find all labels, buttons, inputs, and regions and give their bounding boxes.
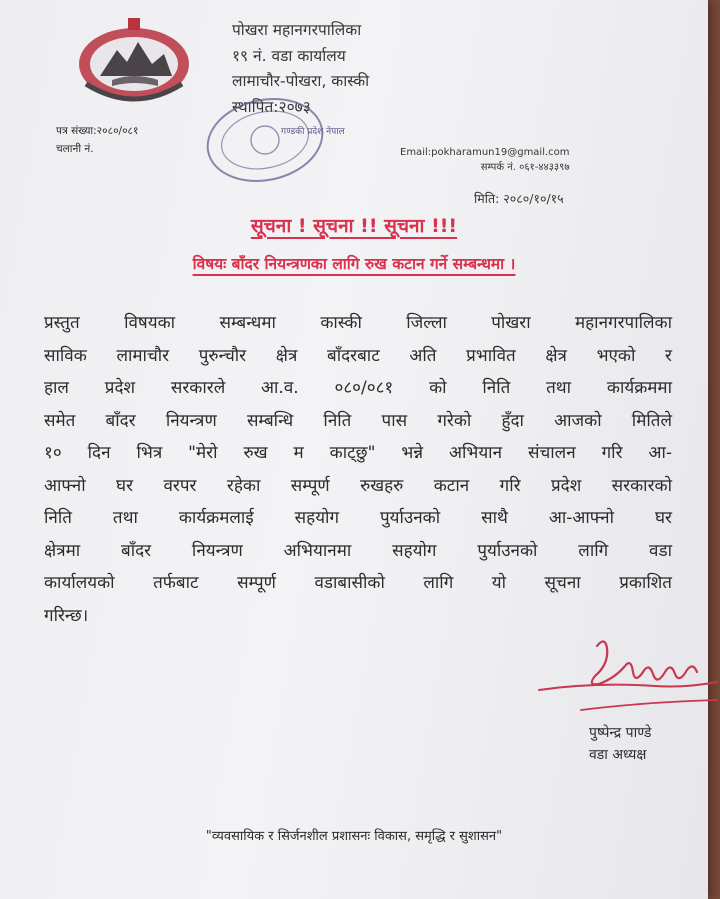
ward-office-name: १९ नं. वडा कार्यालय xyxy=(232,46,346,65)
notice-title-text: सूचना ! सूचना !! सूचना !!! xyxy=(250,215,458,237)
nepal-emblem-logo xyxy=(72,14,196,110)
phone-number: सम्पर्क नं. ०६१-४४३३९७ xyxy=(480,162,570,173)
body-line: हाल प्रदेश सरकारले आ.व. ०८०/०८१ को निति तथा कार्यक्रममा xyxy=(44,378,672,398)
email-address: Email:pokharamun19@gmail.com xyxy=(400,147,570,158)
body-line: प्रस्तुत विषयका सम्बन्धमा कास्की जिल्ला पोखरा महानगरपालिका xyxy=(44,313,672,333)
handwritten-signature xyxy=(535,628,720,720)
notice-body xyxy=(44,307,672,632)
letter-date: मिति: २०८०/१०/१५ xyxy=(474,191,564,206)
contact-block xyxy=(400,145,570,175)
body-line: साविक लामाचौर पुरुन्चौर क्षेत्र बाँदरबाट अति प्रभावित क्षेत्र भएको र xyxy=(44,345,672,366)
body-line: क्षेत्रमा बाँदर नियन्त्रण अभियानमा सहयोग पुर्याउनको लागि वडा xyxy=(44,540,672,561)
office-stamp xyxy=(195,88,345,188)
body-line: निति तथा कार्यक्रमलाई सहयोग पुर्याउनको साथै आ-आफ्नो घर xyxy=(44,508,672,528)
signer-title: वडा अध्यक्ष xyxy=(589,747,647,763)
body-line: १० दिन भित्र "मेरो रुख म काट्छु" भन्ने अभियान संचालन गरि आ- xyxy=(44,443,672,463)
body-line: गरिन्छ। xyxy=(44,605,89,626)
notice-subject xyxy=(0,252,708,274)
reference-number: पत्र संख्या:२०८०/०८१ xyxy=(56,125,139,137)
body-line: कार्यालयको तर्फबाट सम्पूर्ण वडाबासीको लागि यो सूचना प्रकाशित xyxy=(44,573,672,593)
signer-block xyxy=(589,722,651,766)
dispatch-number: चलानी नं. xyxy=(56,143,94,155)
stamp-province-text: गण्डकी प्रदेश नेपाल xyxy=(281,127,345,137)
office-address: लामाचौर-पोखरा, कास्की xyxy=(232,72,370,90)
notice-title xyxy=(0,212,708,238)
body-line: आफ्नो घर वरपर रहेका सम्पूर्ण रुखहरु कटान गरि प्रदेश सरकारको xyxy=(44,475,672,496)
letter-meta xyxy=(56,122,138,158)
signer-name: पुष्पेन्द्र पाण्डे xyxy=(589,725,652,741)
notice-subject-text: विषयः बाँदर नियन्त्रणका लागि रुख कटान गर्ने सम्बन्धमा । xyxy=(192,255,516,273)
office-motto: "व्यवसायिक र सिर्जनशील प्रशासनः विकास, समृद्धि र सुशासन" xyxy=(205,829,503,844)
established-year: स्थापित:२०७३ xyxy=(232,97,311,116)
municipality-name: पोखरा महानगरपालिका xyxy=(232,21,362,39)
body-line: समेत बाँदर नियन्त्रण सम्बन्धि निति पास गरेको हुँदा आजको मितिले xyxy=(44,410,672,431)
